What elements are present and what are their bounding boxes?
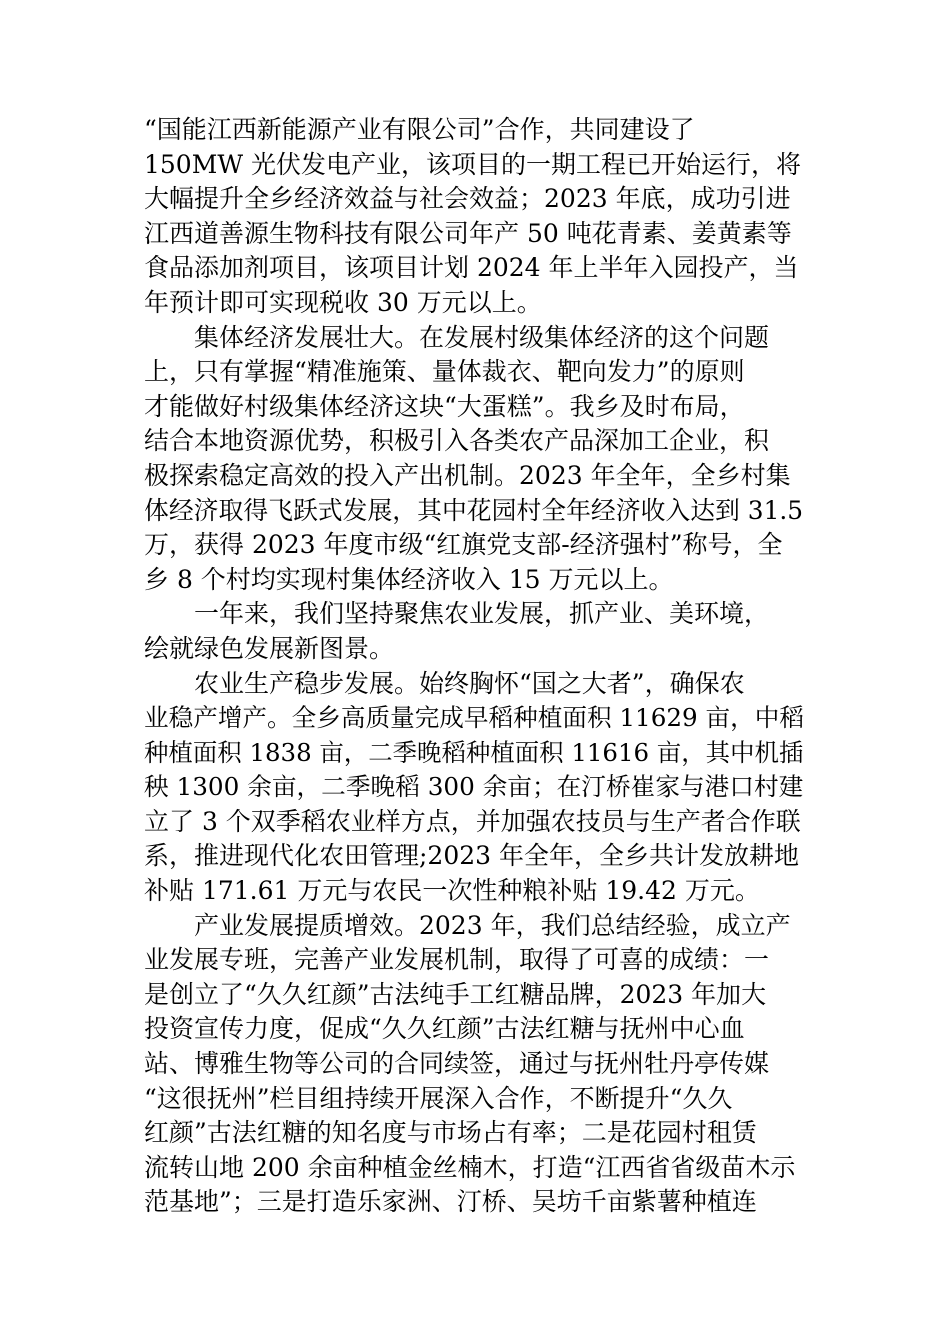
text-line: “国能江西新能源产业有限公司”合作，共同建设了: [144, 115, 695, 144]
text-line: 年预计即可实现税收 30 万元以上。: [144, 287, 542, 317]
text-line: 极探索稳定高效的投入产出机制。2023 年全年，全乡村集: [144, 460, 791, 490]
text-line: 结合本地资源优势，积极引入各类农产品深加工企业，积: [144, 426, 770, 456]
document-body: [144, 113, 807, 1220]
text-line: 才能做好村级集体经济这块“大蛋糕”。我乡及时布局，: [144, 391, 745, 421]
paragraph-collective-economy: [144, 321, 807, 598]
text-line: 食品添加剂项目，该项目计划 2024 年上半年入园投产，当: [144, 253, 799, 283]
text-line: 秧 1300 余亩，二季晚稻 300 余亩；在汀桥崔家与港口村建: [144, 772, 804, 802]
text-line: 江西道善源生物科技有限公司年产 50 吨花青素、姜黄素等: [144, 218, 792, 248]
text-line: 农业生产稳步发展。始终胸怀“国之大者”，确保农: [194, 668, 745, 698]
text-line: 万，获得 2023 年度市级“红旗党支部-经济强村”称号，全: [144, 530, 783, 560]
text-line: 范基地”；三是打造乐家洲、汀桥、吴坊千亩紫薯种植连: [144, 1187, 757, 1217]
text-line: 系，推进现代化农田管理;2023 年全年，全乡共计发放耕地: [144, 841, 799, 871]
text-line: 投资宣传力度，促成“久久红颜”古法红糖与抚州中心血: [144, 1014, 745, 1044]
text-line: 产业发展提质增效。2023 年，我们总结经验，成立产: [194, 910, 791, 940]
paragraph-agriculture-intro: [144, 597, 807, 666]
text-line: 种植面积 1838 亩，二季晚稻种植面积 11616 亩，其中机插: [144, 737, 804, 767]
text-line: 站、博雅生物等公司的合同续签，通过与抚州牡丹亭传媒: [144, 1049, 770, 1079]
text-line: 大幅提升全乡经济效益与社会效益；2023 年底，成功引进: [144, 184, 791, 214]
text-line: 150MW 光伏发电产业，该项目的一期工程已开始运行，将: [144, 149, 801, 179]
text-line: 一年来，我们坚持聚焦农业发展，抓产业、美环境，: [194, 599, 770, 629]
text-line: 乡 8 个村均实现村集体经济收入 15 万元以上。: [144, 564, 674, 594]
text-line: 上，只有掌握“精准施策、量体裁衣、靶向发力”的原则: [144, 357, 745, 387]
text-line: 立了 3 个双季稻农业样方点，并加强农技员与生产者合作联: [144, 806, 801, 836]
paragraph-industry-development: [144, 909, 807, 1220]
paragraph-solar-project: [144, 113, 807, 321]
paragraph-agricultural-production: [144, 667, 807, 909]
text-line: 是创立了“久久红颜”古法纯手工红糖品牌，2023 年加大: [144, 979, 767, 1009]
text-line: 绘就绿色发展新图景。: [144, 633, 395, 663]
text-line: 补贴 171.61 万元与农民一次性种粮补贴 19.42 万元。: [144, 876, 760, 906]
text-line: “这很抚州”栏目组持续开展深入合作，不断提升“久久: [144, 1083, 733, 1113]
text-line: 流转山地 200 余亩种植金丝楠木，打造“江西省省级苗木示: [144, 1152, 796, 1182]
text-line: 业发展专班，完善产业发展机制，取得了可喜的成绩：一: [144, 945, 770, 975]
text-line: 业稳产增产。全乡高质量完成早稻种植面积 11629 亩，中稻: [144, 703, 804, 733]
text-line: 体经济取得飞跃式发展，其中花园村全年经济收入达到 31.5: [144, 495, 804, 525]
text-line: 红颜”古法红糖的知名度与市场占有率；二是花园村租赁: [144, 1118, 757, 1148]
text-line: 集体经济发展壮大。在发展村级集体经济的这个问题: [194, 322, 770, 352]
